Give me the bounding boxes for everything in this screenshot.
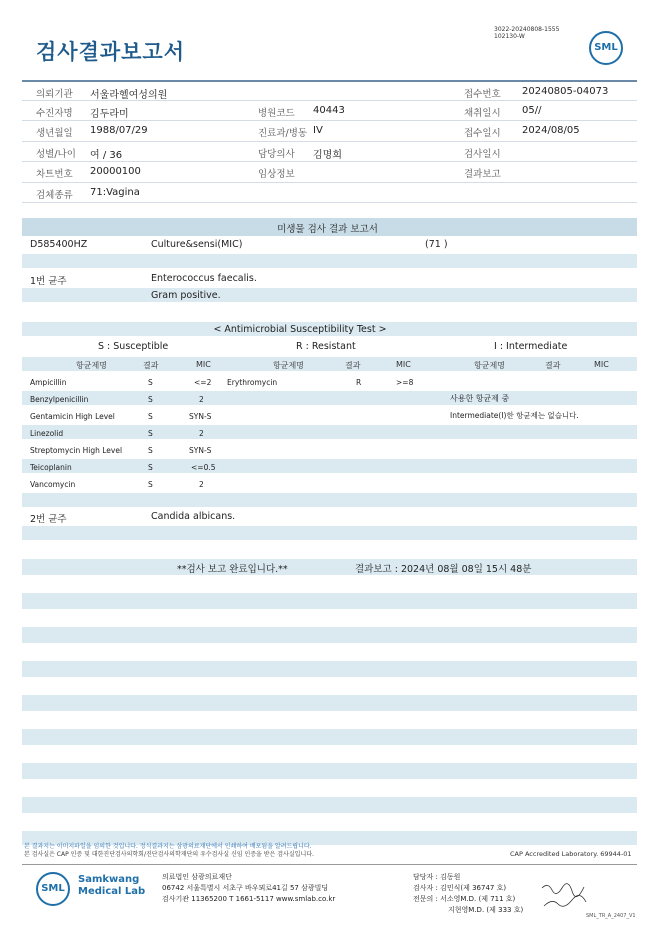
- value-hospital-code: 40443: [313, 104, 345, 116]
- label-accession-no: 접수번호: [464, 89, 501, 100]
- label-test-date: 검사일시: [464, 148, 501, 160]
- info-row: [22, 162, 637, 183]
- col-mic-2: MIC: [396, 360, 411, 369]
- staff-line: 지현영M.D. (제 333 호): [448, 906, 524, 914]
- label-report-date: 결과보고: [464, 169, 501, 180]
- info-row: [22, 121, 637, 142]
- company-name-line-1: Samkwang: [78, 874, 140, 885]
- drug-mic: 2: [199, 429, 204, 438]
- drug-result: S: [148, 463, 153, 472]
- empty-row: [22, 797, 637, 813]
- footer-sml-logo: SML: [36, 872, 70, 906]
- col-mic-3: MIC: [594, 360, 609, 369]
- drug-result: S: [148, 480, 153, 489]
- value-patient-name: 김두라미: [90, 108, 129, 120]
- value-collection-date: 05//: [522, 104, 542, 116]
- ast-title: < Antimicrobial Susceptibility Test >: [213, 324, 387, 335]
- company-name-line-2: Medical Lab: [78, 886, 146, 897]
- value-sex-age: 여 / 36: [90, 149, 123, 161]
- legend-resistant: R : Resistant: [296, 341, 356, 352]
- row-band: [22, 425, 637, 439]
- value-department: IV: [313, 125, 323, 136]
- staff-list: [413, 872, 523, 916]
- organism1-name: Enterococcus faecalis.: [151, 273, 257, 284]
- drug-name: Teicoplanin: [30, 463, 72, 472]
- test-code: D585400HZ: [30, 239, 88, 250]
- row-band: [22, 559, 637, 575]
- staff-line: 검사자 : 김민식(제 36747 호): [413, 884, 507, 892]
- section-title: 미생물 검사 결과 보고서: [277, 224, 378, 235]
- report-time: 결과보고 : 2024년 08월 08일 15시 48분: [355, 564, 532, 575]
- intermediate-note-1: 사용한 항균제 중: [450, 394, 510, 403]
- label-received-date: 접수일시: [464, 128, 501, 139]
- legend-susceptible: S : Susceptible: [98, 341, 169, 352]
- organism2-name: Candida albicans.: [151, 511, 236, 522]
- drug-mic: <=0.5: [191, 463, 216, 472]
- label-hospital-code: 병원코드: [258, 107, 295, 119]
- organism1-label: 1번 균주: [30, 276, 67, 287]
- document-code: [494, 26, 559, 40]
- disclaimer-line-1: 본 결과지는 이미지파일을 임의한 것입니다. 정식결과지는 삼광의료재단에서 인쇄하여 배포됨을 알려드립니다.: [24, 843, 312, 850]
- empty-row: [22, 627, 637, 643]
- label-collection-date: 채취일시: [464, 107, 501, 119]
- drug-mic: SYN-S: [189, 446, 212, 455]
- drug-mic: <=2: [194, 378, 212, 387]
- signature-icon: [540, 880, 590, 910]
- address-line-3: 검사기관 11365200 T 1661-5117 www.smlab.co.kr: [162, 895, 336, 903]
- col-result-3: 결과: [545, 361, 561, 370]
- barcode-number: 3022-20240808-1555: [494, 26, 560, 33]
- value-doctor: 김명희: [313, 149, 342, 161]
- drug-name: Vancomycin: [30, 480, 76, 489]
- disclaimer-line-2: 본 검사실은 CAP 인증 및 대한진단검사의학회/진단검사의학재단의 우수검사실 신임 인증을 받은 검사실입니다.: [24, 851, 314, 858]
- organism1-gram: Gram positive.: [151, 290, 221, 301]
- drug-result: S: [148, 446, 153, 455]
- staff-line: 담당자 : 김동원: [413, 873, 461, 881]
- report-complete: **검사 보고 완료입니다.**: [177, 564, 288, 575]
- col-result-1: 결과: [143, 361, 159, 370]
- value-accession-no: 20240805-04073: [522, 86, 609, 97]
- label-requester: 의뢰기관: [36, 89, 73, 100]
- footer-divider: [22, 864, 637, 865]
- label-clinical-info: 임상정보: [258, 169, 295, 180]
- legend-intermediate: I : Intermediate: [494, 341, 568, 352]
- drug-mic: 2: [199, 395, 204, 404]
- empty-row: [22, 763, 637, 779]
- organism2-label: 2번 균주: [30, 514, 67, 525]
- drug-result: S: [148, 429, 153, 438]
- label-chart-no: 차트번호: [36, 169, 73, 180]
- drug-name: Ampicillin: [30, 378, 67, 387]
- label-patient-name: 수진자명: [36, 107, 73, 119]
- drug-name: Erythromycin: [227, 378, 278, 387]
- sml-logo: SML: [589, 31, 623, 65]
- col-drug-3: 항균제명: [474, 361, 505, 370]
- intermediate-note-2: Intermediate(I)한 항균제는 없습니다.: [450, 411, 579, 420]
- label-doctor: 담당의사: [258, 148, 295, 160]
- drug-result: S: [148, 395, 153, 404]
- drug-mic: SYN-S: [189, 412, 212, 421]
- page-title: 검사결과보고서: [36, 40, 186, 64]
- info-row: [22, 142, 637, 163]
- row-band: [22, 391, 637, 405]
- info-row: [22, 101, 637, 122]
- value-requester: 서울라헬여성의원: [90, 90, 168, 101]
- row-band: [22, 526, 637, 540]
- empty-row: [22, 729, 637, 745]
- cap-accreditation: CAP Accredited Laboratory. 69944-01: [510, 850, 632, 858]
- drug-name: Streptomycin High Level: [30, 446, 123, 455]
- value-specimen: 71:Vagina: [90, 186, 140, 198]
- drug-name: Gentamicin High Level: [30, 412, 115, 421]
- staff-line: 전문의 : 서소영M.D. (제 711 호): [413, 895, 516, 903]
- drug-name: Benzylpenicillin: [30, 395, 89, 404]
- row-band: [22, 254, 637, 268]
- patient-info-table: [22, 80, 637, 203]
- value-birth-date: 1988/07/29: [90, 125, 148, 136]
- drug-result: S: [148, 378, 153, 387]
- test-number: (71 ): [425, 239, 448, 250]
- drug-result: R: [356, 378, 362, 387]
- address-line-1: 의료법인 삼광의료재단: [162, 873, 232, 881]
- drug-mic: >=8: [396, 378, 414, 387]
- form-code: SML_TR_A_2407_V1: [586, 913, 636, 919]
- disclaimer: [24, 843, 314, 859]
- company-address: [162, 872, 335, 905]
- company-name: [78, 874, 145, 898]
- col-mic-1: MIC: [196, 360, 211, 369]
- info-row: [22, 183, 637, 204]
- sub-code: 102130-W: [494, 33, 525, 40]
- row-band: [22, 493, 637, 507]
- test-name: Culture&sensi(MIC): [151, 239, 243, 250]
- drug-result: S: [148, 412, 153, 421]
- row-band: [22, 459, 637, 473]
- col-result-2: 결과: [345, 361, 361, 370]
- empty-row: [22, 661, 637, 677]
- value-chart-no: 20000100: [90, 166, 141, 177]
- address-line-2: 06742 서울특별시 서초구 바우뫼로41길 57 삼광빌딩: [162, 884, 329, 892]
- row-band: [22, 288, 637, 302]
- empty-row: [22, 695, 637, 711]
- label-sex-age: 성별/나이: [36, 148, 76, 160]
- col-drug-2: 항균제명: [273, 361, 304, 370]
- drug-name: Linezolid: [30, 429, 64, 438]
- label-specimen: 검체종류: [36, 189, 73, 201]
- empty-row: [22, 593, 637, 609]
- drug-mic: 2: [199, 480, 204, 489]
- label-birth-date: 생년월일: [36, 128, 73, 139]
- label-department: 진료과/병동: [258, 128, 308, 139]
- info-row: [22, 80, 637, 101]
- value-received-date: 2024/08/05: [522, 125, 580, 136]
- col-drug-1: 항균제명: [76, 361, 107, 370]
